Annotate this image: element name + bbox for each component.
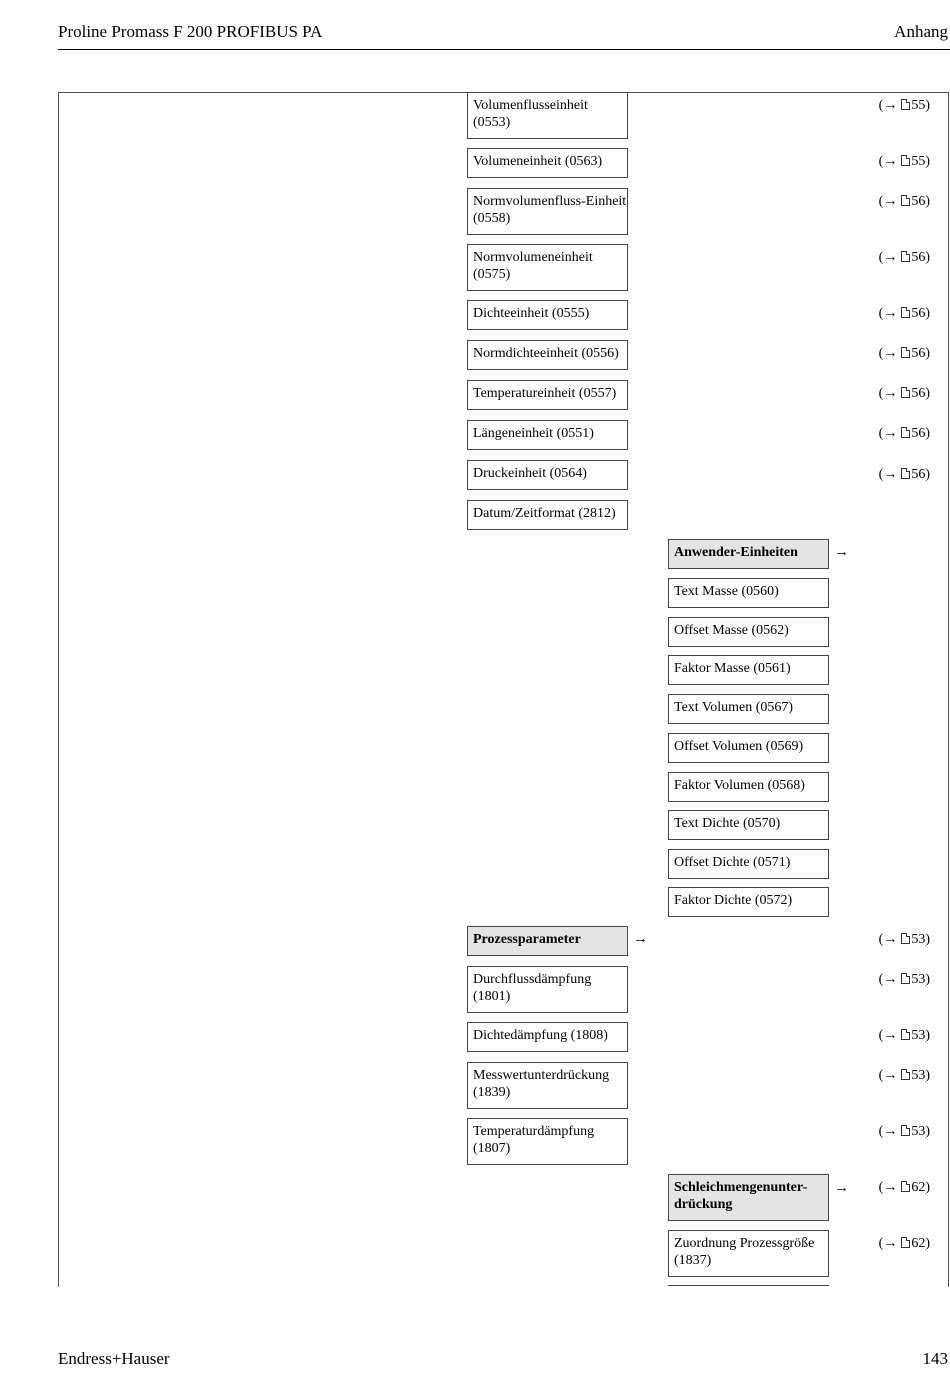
page-icon [901,155,910,166]
ref-arrow: (→ [878,1068,898,1083]
page-reference[interactable] [879,426,930,442]
param-box [467,148,628,178]
param-label: Offset Masse (0562) [674,623,789,638]
page-reference[interactable] [879,1236,930,1252]
ref-page: 53) [911,932,930,947]
page-icon [901,1069,910,1080]
ref-arrow: (→ [878,154,898,169]
page-icon [901,1125,910,1136]
page-icon [901,99,910,110]
param-box [668,733,829,763]
truncated-box-edge [668,1285,829,1288]
param-code: (1807) [473,1141,511,1156]
page-reference[interactable] [879,306,930,322]
ref-arrow: (→ [878,467,898,482]
submenu-label: Schleichmengenunter- [674,1180,808,1195]
footer-brand: Endress+Hauser [58,1349,170,1368]
param-box [467,340,628,370]
page-icon [901,347,910,358]
page-icon [901,387,910,398]
param-label: Temperatureinheit (0557) [473,386,617,401]
param-box [668,887,829,917]
page-reference[interactable] [879,98,930,114]
param-box [668,617,829,647]
page-reference[interactable] [879,932,930,948]
submenu-label: Prozessparameter [473,932,581,947]
param-label: Normvolumeneinheit [473,250,593,265]
page-icon [901,1237,910,1248]
ref-arrow: (→ [878,972,898,987]
arrow-icon: → [834,1180,849,1196]
ref-arrow: (→ [878,1124,898,1139]
page-icon [901,427,910,438]
param-label: Text Masse (0560) [674,584,779,599]
param-label: Faktor Masse (0561) [674,661,791,676]
page-reference[interactable] [879,250,930,266]
page-number: 143 [922,1349,948,1368]
param-label: Offset Volumen (0569) [674,739,804,754]
param-label: Text Volumen (0567) [674,700,794,715]
param-box [467,460,628,490]
page-reference[interactable] [879,154,930,170]
ref-arrow: (→ [878,1028,898,1043]
param-box [668,578,829,608]
page-reference[interactable] [879,1124,930,1140]
param-label: Dichteeinheit (0555) [473,306,590,321]
ref-page: 53) [911,1028,930,1043]
ref-arrow: (→ [878,1180,898,1195]
ref-arrow: (→ [878,306,898,321]
page-reference[interactable] [879,346,930,362]
ref-arrow: (→ [878,346,898,361]
submenu-label-cont: drückung [674,1197,733,1212]
param-label: Normdichteeinheit (0556) [473,346,619,361]
param-box [467,92,628,139]
ref-page: 56) [911,467,930,482]
param-label: Normvolumenfluss-Einheit [473,194,627,209]
param-box [668,849,829,879]
submenu-process-parameters [467,926,628,956]
param-code: (1839) [473,1085,511,1100]
param-box [467,300,628,330]
page-icon [901,1181,910,1192]
arrow-icon: → [834,544,849,560]
page-icon [901,973,910,984]
param-label: Volumeneinheit (0563) [473,154,603,169]
param-label: Faktor Volumen (0568) [674,778,805,793]
param-box [668,810,829,840]
page-reference[interactable] [879,972,930,988]
param-label: Zuordnung Prozessgröße [674,1236,815,1251]
page-icon [901,251,910,262]
param-label: Messwertunterdrückung [473,1068,610,1083]
header-rule [58,49,950,50]
param-code: (0553) [473,115,511,130]
submenu-user-units [668,539,829,569]
param-label: Druckeinheit (0564) [473,466,587,481]
param-label: Text Dichte (0570) [674,816,781,831]
param-label: Volumenflusseinheit [473,98,588,113]
page-reference[interactable] [879,467,930,483]
param-label: Durchflussdämpfung [473,972,592,987]
param-code: (1837) [674,1253,712,1268]
ref-page: 56) [911,426,930,441]
ref-page: 53) [911,1068,930,1083]
ref-arrow: (→ [878,386,898,401]
param-box [467,1062,628,1109]
ref-page: 55) [911,154,930,169]
param-box [467,188,628,235]
param-box [467,244,628,291]
param-label: Dichtedämpfung (1808) [473,1028,608,1043]
ref-page: 56) [911,346,930,361]
ref-arrow: (→ [878,98,898,113]
ref-arrow: (→ [878,1236,898,1251]
param-box [467,380,628,410]
param-label: Längeneinheit (0551) [473,426,594,441]
param-box [668,655,829,685]
ref-page: 62) [911,1180,930,1195]
ref-arrow: (→ [878,194,898,209]
ref-page: 56) [911,306,930,321]
page-reference[interactable] [879,1028,930,1044]
param-box [668,694,829,724]
page-icon [901,468,910,479]
param-box [467,1022,628,1052]
page-icon [901,1029,910,1040]
param-box [467,420,628,450]
param-code: (0558) [473,211,511,226]
submenu-low-flow-cutoff [668,1174,829,1221]
param-box [668,1230,829,1277]
page-icon [901,307,910,318]
ref-arrow: (→ [878,932,898,947]
ref-page: 56) [911,194,930,209]
page-reference[interactable] [879,1068,930,1084]
ref-page: 56) [911,386,930,401]
param-label: Temperaturdämpfung [473,1124,595,1139]
section-title: Anhang [894,22,948,41]
ref-page: 53) [911,1124,930,1139]
param-label: Datum/Zeitformat (2812) [473,506,616,521]
page-reference[interactable] [879,386,930,402]
param-code: (1801) [473,989,511,1004]
arrow-icon: → [633,931,648,947]
page-icon [901,933,910,944]
ref-page: 55) [911,98,930,113]
param-label: Offset Dichte (0571) [674,855,791,870]
ref-page: 62) [911,1236,930,1251]
ref-arrow: (→ [878,426,898,441]
ref-page: 56) [911,250,930,265]
param-box [668,772,829,802]
page-icon [901,195,910,206]
param-code: (0575) [473,267,511,282]
page-reference[interactable] [879,194,930,210]
page-reference[interactable] [879,1180,930,1196]
param-box [467,1118,628,1165]
ref-arrow: (→ [878,250,898,265]
document-title: Proline Promass F 200 PROFIBUS PA [58,22,323,41]
submenu-label: Anwender-Einheiten [674,545,798,560]
ref-page: 53) [911,972,930,987]
param-box [467,966,628,1013]
param-label: Faktor Dichte (0572) [674,893,793,908]
param-box [467,500,628,530]
